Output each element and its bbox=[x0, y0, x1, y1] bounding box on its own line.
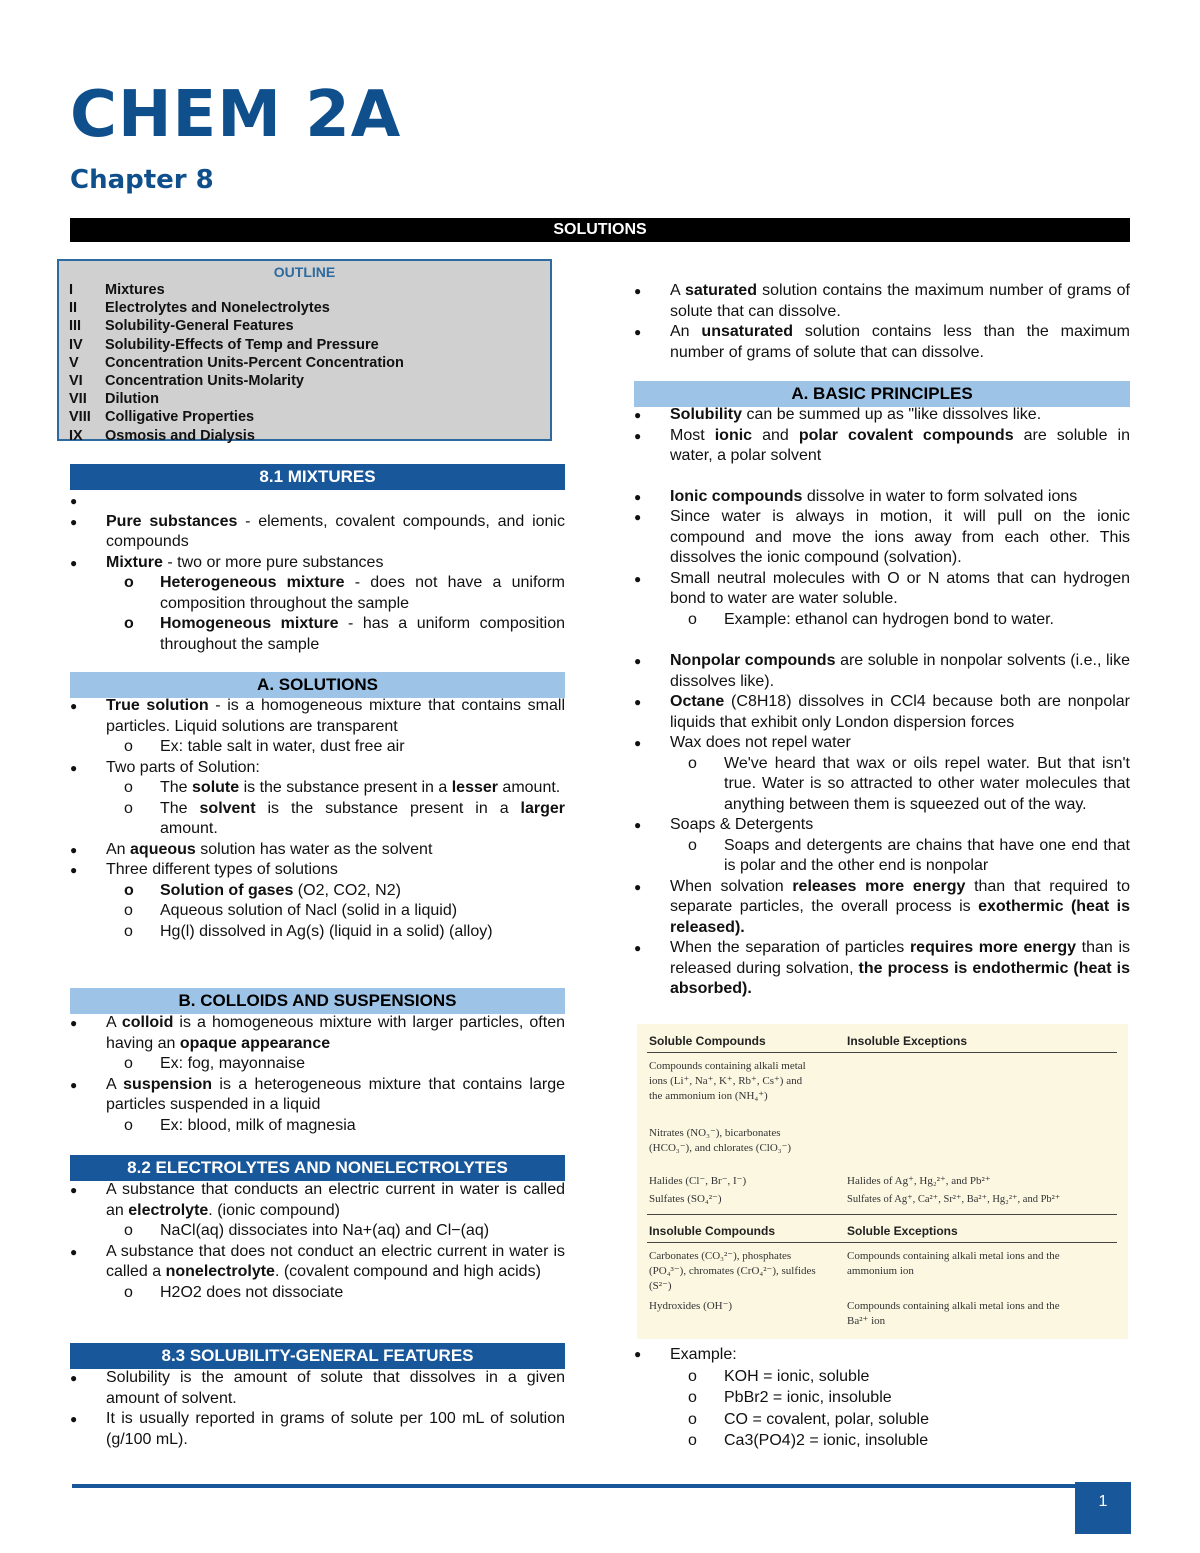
list-item: o H2O2 does not dissociate bbox=[124, 1283, 344, 1301]
outline-item bbox=[69, 299, 540, 317]
list-item: ● When solvation releases more energy than that required to separate particles, the overall process is exothermic (heat is released). bbox=[634, 877, 1131, 936]
basic-principles-section bbox=[634, 405, 1130, 1000]
list-item: ● Pure substances - elements, covalent compounds, and ionic compounds bbox=[70, 512, 565, 550]
electrolytes-section bbox=[70, 1180, 565, 1303]
list-item: ● A substance that conducts an electric current in water is called an electrolyte. (ionic compound) bbox=[70, 1181, 565, 1219]
outline-item-number: II bbox=[69, 300, 78, 317]
list-item: ● A suspension is a heterogeneous mixture that contains large particles suspended in a liquid bbox=[70, 1075, 566, 1113]
outline-item bbox=[69, 372, 540, 390]
list-item: ● Ionic compounds dissolve in water to form solvated ions bbox=[634, 487, 1078, 505]
list-item: ● A substance that does not conduct an electric current in water is called a nonelectrolyte. (covalent compound and high acids) bbox=[70, 1242, 565, 1280]
outline-heading: OUTLINE bbox=[273, 264, 336, 280]
outline-item-label: Colligative Properties bbox=[105, 409, 255, 426]
footer-rule bbox=[72, 1484, 1130, 1488]
list-item: ● Nonpolar compounds are soluble in nonpolar solvents (i.e., like dissolves like). bbox=[634, 652, 1131, 690]
list-item: o KOH = ionic, soluble bbox=[688, 1367, 870, 1385]
list-item: ● Small neutral molecules with O or N atoms that can hydrogen bond to water are water soluble. bbox=[634, 569, 1130, 607]
list-item: ● Two parts of Solution: bbox=[70, 758, 260, 776]
outline-item bbox=[69, 317, 540, 335]
list-item: ● Solubility can be summed up as "like dissolves like. bbox=[634, 406, 1042, 423]
outline-item bbox=[69, 427, 540, 445]
table-cell: Sulfates (SO₄²⁻) bbox=[649, 1193, 722, 1205]
mixtures-section: ● ● Pure substances - elements, covalent compounds, and ionic compounds ● Mixture - two or more pure substances o Heterogeneous mixture - does not have a uniform composition throughout the sample o Homogeneous mixture - has a uniform composition throughout the sample bbox=[70, 491, 565, 655]
document-title: CHEM 2A bbox=[70, 78, 402, 152]
list-item: o Ca3(PO4)2 = ionic, insoluble bbox=[688, 1432, 929, 1449]
outline-item-number: VIII bbox=[69, 409, 91, 426]
colloids-section bbox=[70, 1013, 565, 1136]
outline-item-label: Concentration Units-Molarity bbox=[105, 373, 304, 390]
outline-item-label: Osmosis and Dialysis bbox=[105, 427, 255, 444]
outline-item bbox=[69, 281, 540, 299]
solubility-section bbox=[70, 1368, 565, 1450]
list-item: o Example: ethanol can hydrogen bond to water. bbox=[688, 610, 1054, 628]
list-item: ● Wax does not repel water bbox=[634, 734, 851, 751]
list-item: o CO = covalent, polar, soluble bbox=[688, 1410, 930, 1428]
solutions-section bbox=[70, 696, 565, 942]
list-item: o The solute is the substance present in a lesser amount. bbox=[124, 779, 561, 796]
list-item: o Ex: blood, milk of magnesia bbox=[124, 1116, 356, 1134]
table-cell: Compounds containing alkali metal ions (Li⁺, Na⁺, K⁺, Rb⁺, Cs⁺) and the ammonium ion (NH₄⁺) bbox=[649, 1060, 806, 1102]
heading-solutions: A. SOLUTIONS bbox=[70, 672, 565, 698]
table-cell: Hydroxides (OH⁻) bbox=[649, 1300, 733, 1312]
list-item: o Ex: fog, mayonnaise bbox=[124, 1055, 305, 1072]
outline-item-number: III bbox=[69, 318, 82, 335]
list-item: ● Since water is always in motion, it will pull on the ionic compound and move the ions away from each other. This dissolves the ionic compound (solvation). bbox=[634, 508, 1130, 566]
heading-mixtures: 8.1 MIXTURES bbox=[70, 464, 565, 490]
outline-item-number: IX bbox=[69, 427, 83, 444]
list-item: ● Example: bbox=[634, 1346, 737, 1363]
outline-item-label: Solubility-Effects of Temp and Pressure bbox=[105, 336, 379, 353]
list-item: o We've heard that wax or oils repel water. But that isn't true. Water is so attracted to other water molecules that anything between them is squeezed out of the way. bbox=[688, 754, 1130, 813]
list-item: ● A colloid is a homogeneous mixture with larger particles, often having an opaque appearance bbox=[70, 1014, 565, 1052]
outline-item-label: Concentration Units-Percent Concentration bbox=[105, 354, 404, 371]
outline-item bbox=[69, 408, 540, 426]
solubility-rules-table bbox=[637, 1024, 1128, 1339]
chapter-subtitle: Chapter 8 bbox=[70, 165, 214, 195]
outline-item bbox=[69, 390, 540, 408]
table-cell: Compounds containing alkali metal ions and the Ba²⁺ ion bbox=[847, 1300, 1060, 1327]
outline-item-label: Electrolytes and Nonelectrolytes bbox=[105, 300, 330, 317]
list-item: o Soaps and detergents are chains that have one end that is polar and the other end is nonpolar bbox=[688, 836, 1130, 874]
table-header: Insoluble Exceptions bbox=[847, 1034, 968, 1048]
outline-item bbox=[69, 336, 540, 354]
heading-electrolytes: 8.2 ELECTROLYTES AND NONELECTROLYTES bbox=[70, 1155, 565, 1181]
list-item: ● Octane (C8H18) dissolves in CCl4 because both are nonpolar liquids that exhibit only London dispersion forces bbox=[634, 693, 1130, 731]
list-item: ● Three different types of solutions bbox=[70, 861, 338, 878]
list-item: o Hg(l) dissolved in Ag(s) (liquid in a solid) (alloy) bbox=[124, 922, 493, 940]
list-item: o The solvent is the substance present in a larger amount. bbox=[124, 799, 566, 837]
list-item: ● Most ionic and polar covalent compounds are soluble in water, a polar solvent bbox=[634, 426, 1130, 464]
outline-item-label: Mixtures bbox=[105, 282, 165, 298]
list-item: o Aqueous solution of Nacl (solid in a liquid) bbox=[124, 902, 458, 919]
outline-box bbox=[57, 259, 552, 444]
outline-item-label: Dilution bbox=[105, 391, 159, 408]
table-cell: Nitrates (NO₃⁻), bicarbonates (HCO₃⁻), and chlorates (ClO₃⁻) bbox=[649, 1127, 792, 1154]
list-item: o NaCl(aq) dissociates into Na+(aq) and Cl−(aq) bbox=[124, 1222, 490, 1239]
list-item: ● True solution - is a homogeneous mixture that contains small particles. Liquid solutions are transparent bbox=[70, 697, 565, 735]
table-header: Insoluble Compounds bbox=[649, 1224, 775, 1238]
outline-item-label: Solubility-General Features bbox=[105, 318, 294, 335]
outline-item-number: V bbox=[69, 354, 79, 371]
list-item: ● A saturated solution contains the maximum number of grams of solute that can dissolve. bbox=[634, 282, 1130, 320]
list-item: ● Solubility is the amount of solute that dissolves in a given amount of solvent. bbox=[70, 1369, 565, 1407]
heading-solubility: 8.3 SOLUBILITY-GENERAL FEATURES bbox=[70, 1343, 565, 1369]
table-cell: Compounds containing alkali metal ions and the ammonium ion bbox=[847, 1250, 1060, 1277]
examples-section bbox=[634, 1344, 1130, 1452]
saturation-section bbox=[634, 281, 1130, 363]
list-item: ● When the separation of particles requires more energy than is released during solvation, the process is endothermic (heat is absorbed). bbox=[634, 939, 1131, 997]
list-item: o Homogeneous mixture - has a uniform composition throughout the sample bbox=[124, 615, 565, 653]
outline-item bbox=[69, 354, 540, 372]
outline-item-number: VII bbox=[69, 391, 87, 408]
list-item: o Ex: table salt in water, dust free air bbox=[124, 738, 405, 755]
table-cell: Carbonates (CO₃²⁻), phosphates (PO₄³⁻), chromates (CrO₄²⁻), sulfides (S²⁻) bbox=[649, 1250, 816, 1292]
table-header: Soluble Exceptions bbox=[847, 1224, 958, 1238]
page-number: 1 bbox=[1075, 1482, 1131, 1534]
heading-colloids: B. COLLOIDS AND SUSPENSIONS bbox=[70, 988, 565, 1014]
list-item: ● Mixture - two or more pure substances bbox=[70, 553, 384, 571]
section-banner: SOLUTIONS bbox=[70, 218, 1130, 242]
outline-item-number: VI bbox=[69, 373, 83, 390]
heading-basic-principles: A. BASIC PRINCIPLES bbox=[634, 381, 1130, 407]
list-item: ● It is usually reported in grams of solute per 100 mL of solution (g/100 mL). bbox=[70, 1410, 565, 1448]
list-item: o Solution of gases (O2, CO2, N2) bbox=[124, 881, 401, 899]
table-cell: Halides of Ag⁺, Hg₂²⁺, and Pb²⁺ bbox=[847, 1175, 991, 1187]
list-item: ● Soaps & Detergents bbox=[634, 816, 814, 833]
table-cell: Halides (Cl⁻, Br⁻, I⁻) bbox=[649, 1175, 747, 1187]
outline-item-number: IV bbox=[69, 336, 83, 353]
list-item: ● An aqueous solution has water as the solvent bbox=[70, 840, 433, 858]
list-item: o Heterogeneous mixture - does not have a uniform composition throughout the sample bbox=[124, 574, 565, 612]
list-item: ● An unsaturated solution contains less than the maximum number of grams of solute that can dissolve. bbox=[634, 323, 1130, 361]
table-header: Soluble Compounds bbox=[649, 1034, 766, 1048]
list-item: o PbBr2 = ionic, insoluble bbox=[688, 1389, 892, 1406]
table-cell: Sulfates of Ag⁺, Ca²⁺, Sr²⁺, Ba²⁺, Hg₂²⁺, and Pb²⁺ bbox=[847, 1194, 1061, 1205]
outline-item-number: I bbox=[69, 282, 74, 298]
